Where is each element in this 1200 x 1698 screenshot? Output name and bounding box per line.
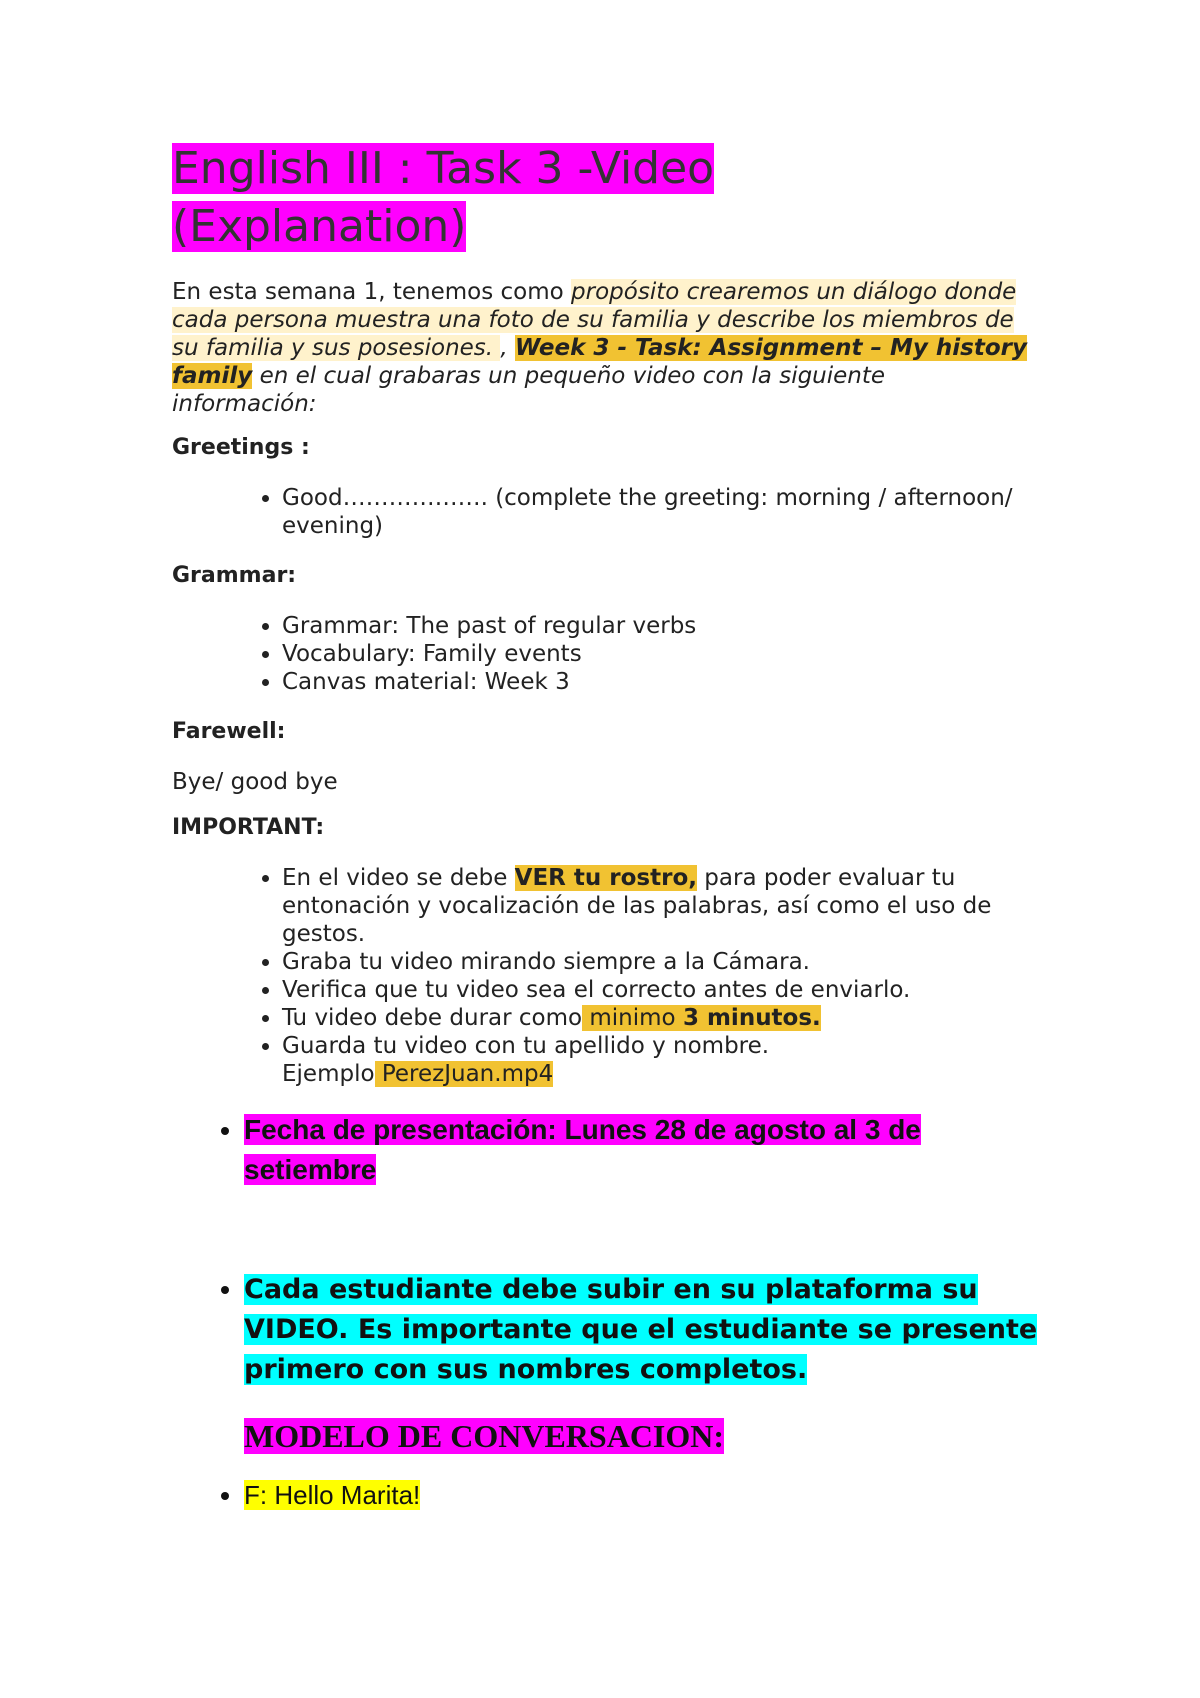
list-item [282,1004,1050,1032]
list-item: • Graba tu video mirando siempre a la Cámara. [282,948,1050,976]
upload-instruction-item [244,1270,1050,1390]
title-line-2: (Explanation) [172,201,467,252]
important-item5-pre: Ejemplo [282,1061,375,1087]
list-item: • Grammar: The past of regular verbs [282,612,1050,640]
grammar-list [172,612,1050,696]
grammar-heading: Grammar: [172,563,297,588]
greetings-list [172,484,1050,540]
important-item5-line1: Guarda tu video con tu apellido y nombre. [282,1033,770,1059]
deadline-item [244,1110,1050,1190]
intro-paragraph [172,278,1032,418]
list-item: • Canvas material: Week 3 [282,668,1050,696]
important-heading: IMPORTANT: [172,815,325,840]
conversation-model-heading-text: MODELO DE CONVERSACION: [244,1418,725,1454]
important-item4-highlight: minimo [582,1005,683,1031]
deadline-tail: de setiembre [244,1114,921,1185]
deadline-label: Fecha de presentación: [244,1114,565,1145]
list-item: • Verifica que tu video sea el correcto antes de enviarlo. [282,976,1050,1004]
conversation-list [172,1478,1050,1512]
important-list [172,864,1050,1088]
intro-italic-purpose: propósito crearemos un diálogo donde cada persona muestra una foto de su familia y describe los miembros de su familia y sus posesiones. [172,279,1017,361]
deadline-dates: Lunes 28 de agosto al 3 [564,1114,889,1145]
important-item4-duration: 3 minutos. [682,1005,821,1031]
important-item5-example: PerezJuan.mp4 [374,1061,554,1087]
upload-instruction-text: Cada estudiante debe subir en su plataforma su VIDEO. Es importante que el estudiante se presente primero con sus nombres completos. [244,1274,1038,1385]
list-item: • Vocabulary: Family events [282,640,1050,668]
important-item4-pre: Tu video debe durar como [282,1005,583,1031]
intro-italic-rest: en el cual grabaras un pequeño video con la siguiente información: [172,363,886,417]
conversation-model-heading [244,1416,1050,1456]
document-title [172,140,1050,256]
important-item1-pre: En el video se debe [282,865,515,891]
farewell-heading: Farewell: [172,719,286,744]
greetings-heading: Greetings : [172,435,310,460]
important-item1-highlight: VER tu rostro, [514,865,697,891]
intro-separator: , [500,335,516,361]
deadline-list [172,1110,1050,1390]
intro-plain: En esta semana 1, tenemos como [172,279,572,305]
conversation-line-text: F: Hello Marita! [244,1480,421,1510]
list-item [282,864,1050,948]
title-line-1: English III : Task 3 -Video [172,143,715,194]
list-item: • Good………………. (complete the greeting: morning / afternoon/ evening) [282,484,1050,540]
important-item1-post: para poder evaluar tu entonación y vocalización de las palabras, así como el uso de gestos. [282,865,992,947]
conversation-line [244,1478,1050,1512]
farewell-text: Bye/ good bye [172,769,338,795]
intro-task-name: Week 3 - Task: Assignment – My history family [172,335,1027,389]
list-item [282,1032,1050,1088]
